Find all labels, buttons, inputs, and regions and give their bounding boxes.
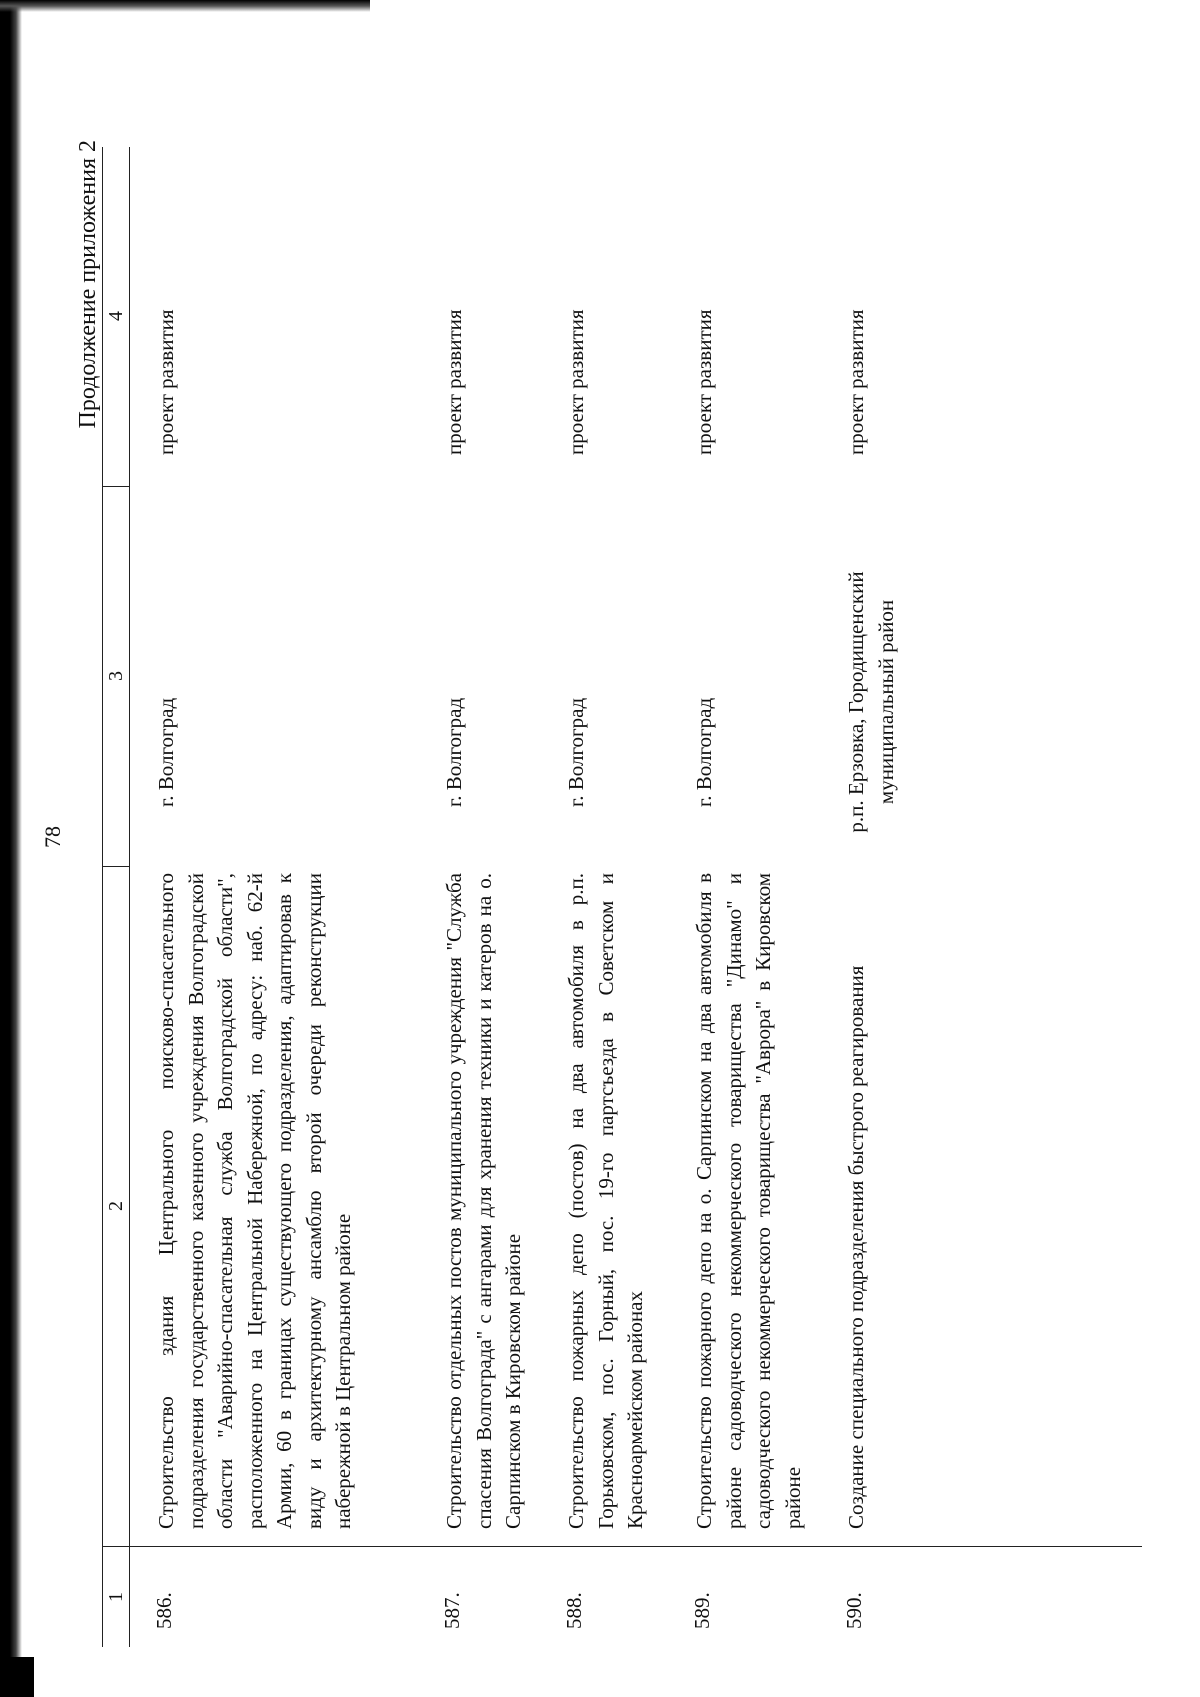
row-location: р.п. Ерзовка, Городищенский муниципальный район: [844, 571, 898, 833]
header-col-1: 1: [105, 1592, 127, 1602]
header-col-2: 2: [103, 866, 129, 1547]
column-divider: [128, 1546, 1142, 1547]
row-number: 587.: [440, 1592, 464, 1629]
row-number: 590.: [842, 1592, 866, 1629]
row-location: г. Волгоград: [564, 697, 588, 807]
appendix-table: [102, 147, 1142, 1647]
row-status: проект развития: [564, 309, 588, 455]
row-description: Создание специального подразделения быстрого реагирования: [844, 965, 868, 1529]
row-description: Строительство пожарных депо (постов) на два автомобиля в р.п. Горьковском, пос. Горный, пос. 19-го партсъезда в Советском и Красноармейском районах: [564, 873, 647, 1529]
row-status: проект развития: [692, 309, 716, 455]
appendix-title: Продолжение приложения 2: [75, 140, 101, 429]
header-col-4: 4: [103, 146, 129, 487]
row-status: проект развития: [844, 309, 868, 455]
row-description: Строительство здания Центрального поисково-спасательного подразделения государственного казенного учреждения Волгоградской области "Аварийно-спасательная служба Волгоградской области", расположенного на Центральной Набережной, по адресу: наб. 62-й Армии, 60 в границах существующего подразделения, адаптировав к виду и архитектурному ансамблю второй очереди реконструкции набережной в Центральном районе: [154, 873, 355, 1529]
row-description: Строительство отдельных постов муниципального учреждения "Служба спасения Волгограда" с ангарами для хранения техники и катеров на о. Сарпинском в Кировском районе: [442, 873, 525, 1529]
row-status: проект развития: [154, 309, 178, 455]
row-status: проект развития: [442, 309, 466, 455]
page-number: 78: [40, 826, 65, 848]
table-header-row: [102, 147, 130, 1647]
row-number: 589.: [690, 1592, 714, 1629]
row-location: г. Волгоград: [692, 697, 716, 807]
header-col-3: 3: [103, 486, 129, 867]
row-number: 586.: [152, 1592, 176, 1629]
row-description: Строительство пожарного депо на о. Сарпинском на два автомобиля в районе садоводческого некоммерческого товарищества "Динамо" и садоводческого некоммерческого товарищества "Аврора" в Кировском районе: [692, 873, 805, 1529]
row-location: г. Волгоград: [442, 697, 466, 807]
row-number: 588.: [562, 1592, 586, 1629]
row-location: г. Волгоград: [154, 697, 178, 807]
